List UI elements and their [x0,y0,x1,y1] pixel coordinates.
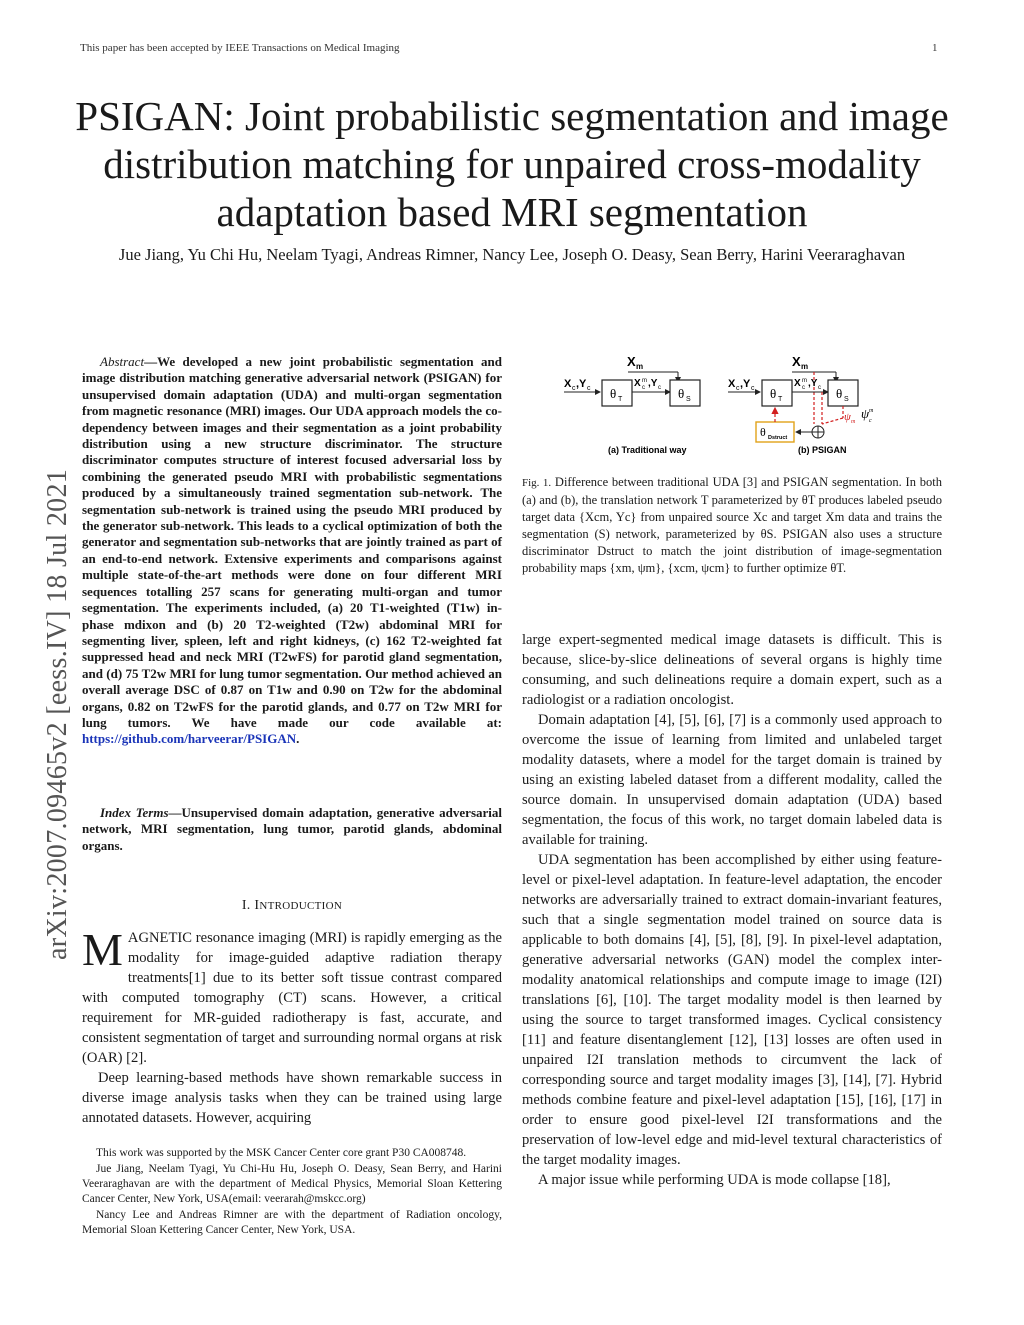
svg-text:c: c [818,385,821,391]
footnote-funding: This work was supported by the MSK Cancer Center core grant P30 CA008748. [96,1147,467,1159]
figure-caption-text: Difference between traditional UDA [3] and PSIGAN segmentation. In both (a) and (b), the translation network T parameterized by θT produces labeled pseudo target data {Xcm, Yc} from unpaired source Xc and target Xm data and trains the segmentation (S) network, parameterized by θS. PSIGAN also uses a structure discriminator Dstruct to match the joint distribution of image-segmentation probability maps {xm, ψm}, {xcm, ψcm} to further optimize θT. [522,475,942,575]
svg-text:X: X [794,378,801,389]
panel-b [728,354,874,455]
svg-text:m: m [802,378,807,384]
svg-text:θ: θ [770,386,777,401]
svg-text:S: S [844,396,849,403]
svg-text:,Y: ,Y [648,378,658,389]
section-rest: NTRODUCTION [259,900,343,912]
section-heading-introduction [82,898,502,914]
theta-t-box-a [602,380,632,406]
abstract-end: . [296,731,300,747]
svg-text:,Y: ,Y [808,378,818,389]
svg-text:θ: θ [610,386,617,401]
svg-text:m: m [801,362,809,371]
svg-text:c: c [802,385,805,391]
svg-text:m: m [851,419,856,425]
right-column-body [522,630,942,1190]
svg-text:,Y: ,Y [576,378,587,390]
theta-s-box-b [828,380,858,406]
intro-paragraph-2: Deep learning-based methods have shown remarkable success in diverse image analysis tasks when they can be trained using large annotated datasets. However, acquiring [82,1070,502,1126]
theta-s-box-a [670,380,700,406]
xc-yc-label-a: X [564,378,572,390]
arxiv-identifier-text: arXiv:2007.09465v2 [eess.IV] 18 Jul 2021 [42,468,73,960]
index-terms-dash: — [168,805,182,820]
figure-1-diagram [560,352,920,462]
figure-1-caption [522,474,942,577]
svg-text:c: c [736,385,740,392]
psi-m-label: ψ [844,411,851,423]
svg-text:m: m [642,378,647,384]
panel-a [564,354,700,455]
abstract-label: Abstract [100,354,145,369]
intro-p1-text: AGNETIC resonance imaging (MRI) is rapidly emerging as the modality for image-guided adaptive radiation therapy treatments[1] due to its better soft tissue contrast compared with computed tomography (CT) scans. However, a critical requirement for MR-guided radiotherapy is fast, accurate, and consistent segmentation of target and surrounding normal organs at risk (OAR) [2]. [82,930,502,1066]
svg-text:θ: θ [836,386,843,401]
svg-text:c: c [572,385,576,392]
xm-label-a: X [627,354,636,369]
svg-text:,Y: ,Y [740,378,751,390]
right-paragraph-4: A major issue while performing UDA is mode collapse [18], [538,1172,891,1188]
index-terms-text: Unsupervised domain adaptation, generative adversarial network, MRI segmentation, lung tumor, parotid glands, abdominal organs. [82,805,502,853]
xm-label-b: X [792,354,801,369]
svg-text:T: T [618,396,623,403]
svg-text:Dstruct: Dstruct [768,435,788,441]
svg-text:S: S [686,396,691,403]
paper-title: PSIGAN: Joint probabilistic segmentation and image distribution matching for unpaired cross-modality adaptation based MRI segmentation [75,93,949,235]
psi-c-label: ψ [861,406,870,421]
right-paragraph-2: Domain adaptation [4], [5], [6], [7] is a commonly used approach to overcome the issue of learning from limited and unlabeled target modality datasets, where a model for the target domain is trained by using an existing labeled dataset from a different modality, called the source domain. In unsupervised domain adaptation (UDA) based segmentation, the focus of this work, no target domain labeled data is available for training. [522,712,942,848]
right-paragraph-3: UDA segmentation has been accomplished by either using feature-level or pixel-level adaptation. In feature-level adaptation, the encoder networks are adversarially trained to extract domain-invariant features, such that a single segmentation model trained on source data is applicable to both domains [4], [5], [8], [9]. In pixel-level adaptation, generative adversarial networks (GAN) model the complex inter-modality anatomical relationships and compute image to image (I2I) translations [6], [10]. The target modality model is then learned by using the source to target transformed images. Cyclical consistency [11] and feature disentanglement [12], [13] losses are often used in unpaired I2I translation methods to circumvent the lack of corresponding source and target modality images [3], [14], [7]. Hybrid methods combine feature and pixel-level adaptation [15], [16], [17] in order to ensure good pixel-level I2I transformations and the preservation of low-level edge and mid-level textural characteristics of the target modality images. [522,852,942,1168]
drop-cap: M [82,924,123,975]
panel-b-caption: (b) PSIGAN [798,445,847,455]
section-number: I. [241,898,251,913]
section-first-letter: I [254,898,260,913]
svg-text:c: c [642,385,645,391]
theta-t-box-b [762,380,792,406]
right-paragraph-1: large expert-segmented medical image datasets is difficult. This is because, slice-by-slice delineations of several organs is highly time consuming, and such delineations require a domain expert, such as a radiologist or a radiation oncologist. [522,632,942,708]
abstract [82,354,502,748]
xm-sub-a: m [636,362,644,371]
footnote-affiliation-physics: Jue Jiang, Neelam Tyagi, Yu Chi-Hu Hu, Joseph O. Deasy, Sean Berry, and Harini Veeraraghavan are with the department of Medical Physics, Memorial Sloan Kettering Cancer Center, New York, USA(email: veerarah@mskcc.org) [82,1163,502,1205]
footnotes [82,1146,502,1239]
intro-paragraph-1 [82,924,502,1068]
svg-text:c: c [869,418,872,424]
abstract-text: We developed a new joint probabilistic segmentation and image distribution matching generative adversarial network (PSIGAN) for unsupervised domain adaptation (UDA) and multi-organ segmentation from magnetic resonance (MRI) images. Our UDA approach models the co-dependency between images and their segmentation as a joint probability distribution using a new structure discriminator. The structure discriminator computes structure of interest focused adversarial loss by combining the generated pseudo MRI with probabilistic segmentations produced by a simultaneously trained segmentation sub-network. The segmentation sub-network is trained using the pseudo MRI produced by the generator sub-network. This leads to a cyclical optimization of both the generator and segmentation sub-networks that are jointly trained as part of an end-to-end network. Extensive experiments and comparisons against multiple state-of-the-art methods were done on four different MRI sequences totalling 257 scans for generating multi-organ and tumor segmentation. The experiments included, (a) 20 T1-weighted (T1w) in-phase mdixon and (b) 20 T2-weighted (T2w) abdominal MRI for segmenting liver, spleen, left and right kidneys, (c) 162 T2-weighted fat suppressed head and neck MRI (T2wFS) for parotid gland segmentation, and (d) 75 T2w MRI for lung tumor segmentation. Our method achieved an overall average DSC of 0.87 on T1w and 0.90 on T2w for the abdominal organs, 0.82 on T2wFS for the parotid glands, and 0.77 on T2w MRI for lung tumors. We have made our code available at: [82,354,502,730]
author-list: Jue Jiang, Yu Chi Hu, Neelam Tyagi, Andreas Rimner, Nancy Lee, Joseph O. Deasy, Sean Berry, Harini Veeraraghavan [118,245,906,264]
xc-yc-label-b: X [728,378,736,390]
panel-a-caption: (a) Traditional way [608,445,687,455]
code-link[interactable]: https://github.com/harveerar/PSIGAN [82,731,297,747]
svg-text:c: c [587,385,591,392]
arxiv-identifier[interactable] [42,370,72,960]
svg-text:m: m [869,408,874,414]
svg-text:c: c [751,385,755,392]
svg-text:θ: θ [678,386,685,401]
figure-caption-label: Fig. 1. [522,477,552,489]
journal-acceptance-note: This paper has been accepted by IEEE Transactions on Medical Imaging [80,42,400,54]
abstract-dash: — [144,354,158,369]
svg-text:c: c [658,385,661,391]
index-terms [82,805,502,854]
svg-text:T: T [778,396,783,403]
page-number: 1 [932,42,938,54]
index-terms-label: Index Terms [100,805,169,820]
svg-text:X: X [634,378,641,389]
svg-text:θ: θ [760,425,766,439]
footnote-affiliation-oncology: Nancy Lee and Andreas Rimner are with the department of Radiation oncology, Memorial Sloan Kettering Cancer Center, New York, USA. [82,1209,502,1236]
